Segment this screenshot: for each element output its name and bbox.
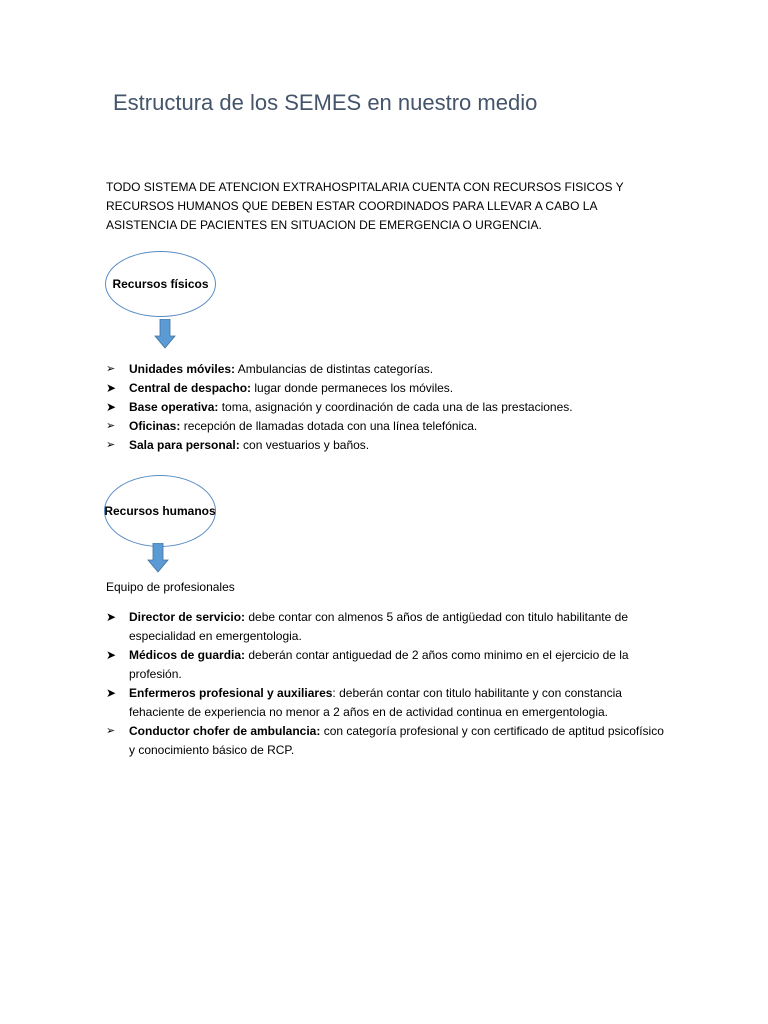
item-term: Sala para personal:: [129, 438, 240, 452]
list-item: [106, 360, 666, 379]
arrowhead-bullet-icon: ➢: [106, 363, 116, 375]
down-arrow-icon: [147, 543, 169, 573]
arrowhead-bullet-icon: ➤: [106, 400, 117, 414]
list-item: [106, 417, 666, 436]
list-item: [106, 646, 666, 684]
arrowhead-bullet-icon: ➢: [106, 439, 116, 451]
arrowhead-bullet-icon: ➢: [106, 420, 116, 432]
arrowhead-bullet-icon: ➤: [106, 648, 117, 662]
list-item: [106, 398, 666, 417]
item-term: Conductor chofer de ambulancia:: [129, 724, 321, 738]
item-desc: deberán contar antiguedad de 2 años como minimo en el ejercicio de la profesión.: [129, 648, 629, 681]
item-term: Central de despacho:: [129, 381, 252, 395]
list-item: [106, 684, 666, 722]
arrowhead-bullet-icon: ➤: [106, 686, 117, 700]
item-desc: recepción de llamadas dotada con una línea telefónica.: [180, 419, 478, 433]
recursos-fisicos-list: [106, 360, 666, 455]
arrowhead-bullet-icon: ➤: [106, 610, 117, 624]
item-desc: : deberán contar con titulo habilitante y con constancia fehaciente de experiencia no menor a 2 años en de actividad continua en emergentologia.: [129, 686, 622, 719]
item-term: Enfermeros profesional y auxiliares: [129, 686, 333, 700]
list-item: [106, 722, 666, 760]
item-desc: con vestuarios y baños.: [239, 438, 370, 452]
recursos-humanos-oval: [104, 475, 216, 547]
recursos-fisicos-oval: [105, 251, 216, 317]
item-desc: Ambulancias de distintas categorías.: [235, 362, 434, 376]
recursos-fisicos-label: Recursos físicos: [112, 277, 209, 291]
recursos-humanos-list: [106, 608, 666, 760]
item-desc: lugar donde permaneces los móviles.: [251, 381, 454, 395]
list-item: [106, 436, 666, 455]
equipo-subtitle: Equipo de profesionales: [106, 580, 235, 594]
item-desc: toma, asignación y coordinación de cada una de las prestaciones.: [218, 400, 573, 414]
arrowhead-bullet-icon: ➢: [106, 725, 116, 737]
item-term: Unidades móviles:: [129, 362, 236, 376]
item-term: Oficinas:: [129, 419, 181, 433]
recursos-humanos-label: Recursos humanos: [104, 504, 216, 518]
page-title: Estructura de los SEMES en nuestro medio: [113, 90, 538, 115]
list-item: [106, 608, 666, 646]
item-term: Director de servicio:: [129, 610, 246, 624]
item-desc: debe contar con almenos 5 años de antigüedad con titulo habilitante de especialidad en emergentologia.: [129, 610, 628, 643]
down-arrow-icon: [154, 319, 176, 349]
intro-paragraph: TODO SISTEMA DE ATENCION EXTRAHOSPITALARIA CUENTA CON RECURSOS FISICOS Y RECURSOS HUMANOS QUE DEBEN ESTAR COORDINADOS PARA LLEVAR A CABO LA ASISTENCIA DE PACIENTES EN SITUACION DE EMERGENCIA O URGENCIA.: [106, 180, 624, 232]
item-term: Médicos de guardia:: [129, 648, 246, 662]
item-term: Base operativa:: [129, 400, 219, 414]
list-item: [106, 379, 666, 398]
item-desc: con categoría profesional y con certificado de aptitud psicofísico y conocimiento básico de RCP.: [129, 724, 664, 757]
arrowhead-bullet-icon: ➤: [106, 381, 117, 395]
